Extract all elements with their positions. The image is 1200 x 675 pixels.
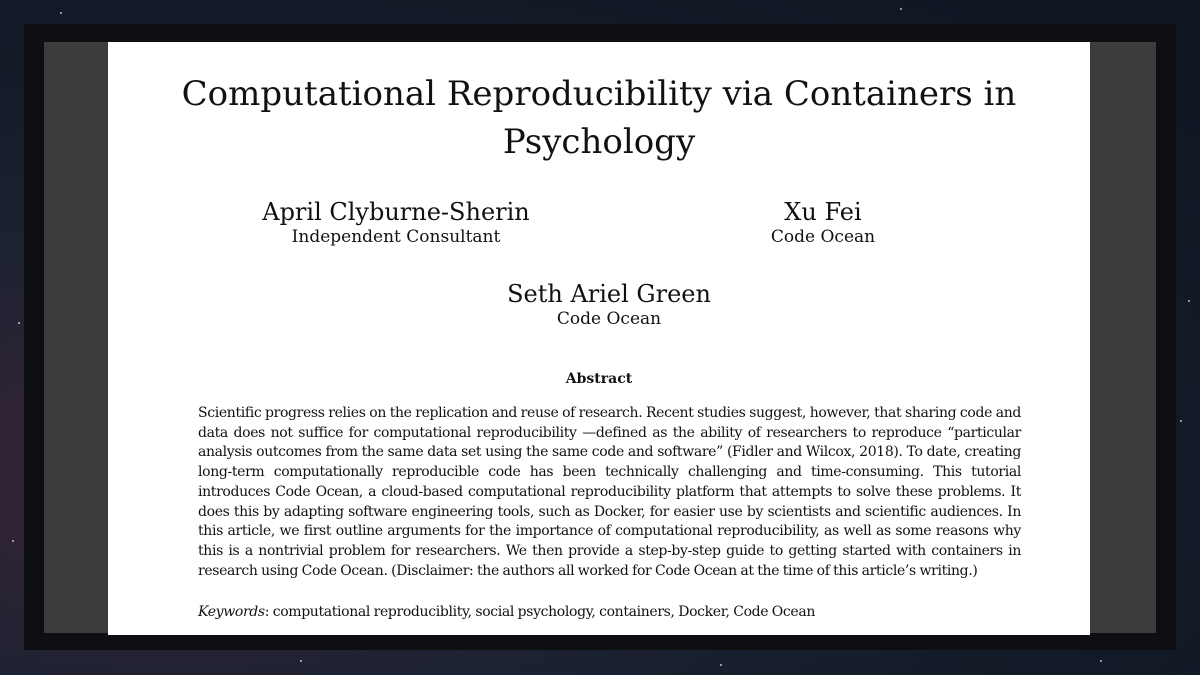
author-affiliation: Independent Consultant xyxy=(291,227,501,247)
author-name: Seth Ariel Green xyxy=(507,280,711,308)
abstract-text: Scientific progress relies on the replication and reuse of research. Recent studies suggest, however, that sharing code and data does not suffice for computational reproducibility —defined as the ability of researchers to reproduce “particular analysis outcomes from the same data set using the same code and software” (Fidler and Wilcox, 2018). To date, creating long-term computationally reproducible code has been technically challenging and time-consuming. This tutorial introduces Code Ocean, a cloud-based computational reproducibility platform that attempts to solve these problems. It does this by adapting software engineering tools, such as Docker, for easier use by scientists and scientific audiences. In this article, we first outline arguments for the importance of computational reproducibility, as well as some reasons why this is a nontrivial problem for researchers. We then provide a step-by-step guide to getting started with containers in research using Code Ocean. (Disclaimer: the authors all worked for Code Ocean at the time of this article’s writing.) xyxy=(198,405,1021,579)
author-name: Xu Fei xyxy=(784,198,862,226)
author-block xyxy=(478,280,740,330)
author-name: April Clyburne-Sherin xyxy=(262,198,530,226)
author-affiliation: Code Ocean xyxy=(770,227,876,247)
keywords-text: : computational reproduciblity, social psychology, containers, Docker, Code Ocean xyxy=(264,604,816,620)
author-block xyxy=(248,198,544,248)
keywords-label: Keywords xyxy=(198,604,265,620)
keywords-line xyxy=(198,603,1021,623)
paper-title: Computational Reproducibility via Containers in Psychology xyxy=(181,74,1017,162)
paper-page xyxy=(108,42,1090,635)
author-affiliation: Code Ocean xyxy=(556,309,662,329)
abstract-heading: Abstract xyxy=(565,371,633,387)
author-block xyxy=(708,198,938,248)
